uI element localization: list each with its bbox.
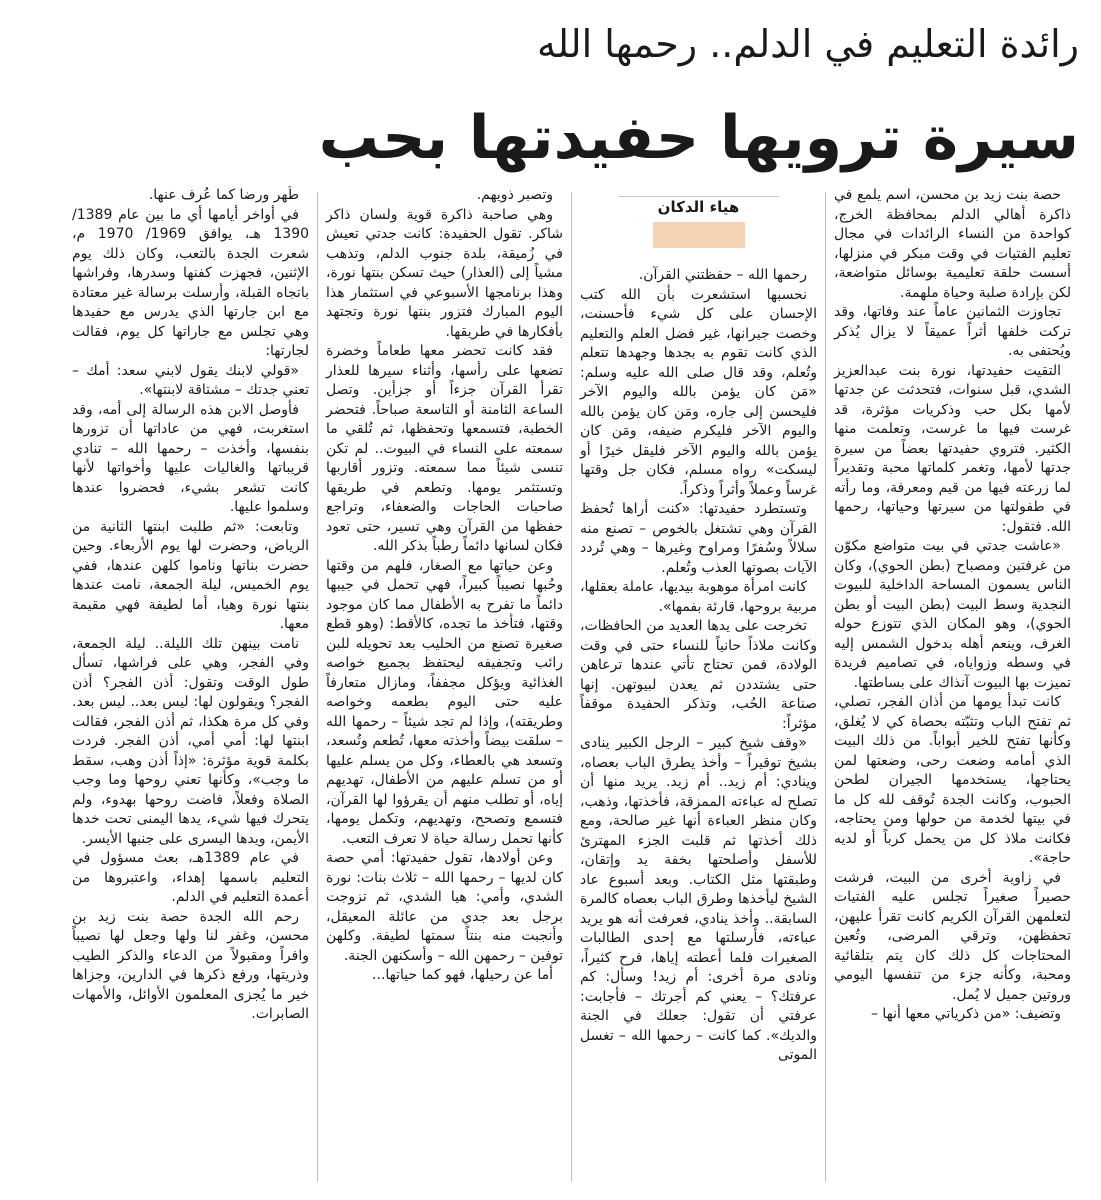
article-paragraph: نحسبها استشعرت بأن الله كتب الإحسان على كل شيء فأحسنت، وخصت جيرانها، غير فضل العلم والتعليم الذي كانت تقوم به بجدها وجهدها تتعلم وتُعلم، وقد قال صلى الله عليه وسلم: «مَن كان يؤمن بالله واليوم الآخر فليحسن إلى جاره، ومَن كان يؤمن بالله واليوم الآخر فليكرم ضيفه، ومَن كان يؤمن بالله واليوم الآخر فليقل خيرًا أو ليسكت» رواه مسلم، فكان جل وقتها غرساً وعملاً وأثراً وذكراً. [580,286,817,498]
article-paragraph: وهي صاحبة ذاكرة قوية ولسان ذاكر شاكر. تقول الحفيدة: كانت جدتي تعيش في زُميقة، بلدة جنوب الدلم، وتذهب مشياً إلى (العذار) حيث تسكن بنتها نورة، وهذا برنامجها الأسبوعي في استثمار هذا اليوم المبارك فتزور بنتها نورة وتجتهد بأفكارها في طريقها. [326,206,563,340]
article-paragraph: فأوصل الابن هذه الرسالة إلى أمه، وقد استغربت، فهي من عاداتها أن تزورها بنفسها، وأخذت – رحمها الله – تنادي قريباتها والغاليات عليها وأخواتها لأنها كانت تشعر بشيء، فحضروا عندها وسلموا عليها. [72,401,309,515]
article-paragraph: تخرجت على يدها العديد من الحافظات، وكانت ملاذاً حانياً للنساء حتى في وقت الولادة، فمن تحتاج تأتي عندها ترعاهن حتى يشتددن ثم يعدن لبيوتهن. إنها صناعة الحُب، وتذكر الحفيدة موقفاً مؤثراً: [580,618,817,732]
article-paragraph: رحمها الله – حفظتني القرآن. [638,267,807,283]
article-paragraph: وتصبر ذويهم. [476,187,553,203]
article-paragraph: كانت امرأة موهوبة بيديها، عاملة بعقلها، مربية بروحها، قارئة بفمها». [580,579,817,615]
main-headline: سيرة ترويها حفيدتها بحب [318,103,1079,173]
article-paragraph: نامت بينهن تلك الليلة.. ليلة الجمعة، وفي الفجر، وهي على فراشها، تسأل طول الوقت وتقول: أذن الفجر؟ أذن الفجر؟ ويقولون لها: ليس بعد.. ليس بعد. وفي كل مرة هكذا، ثم أذن الفجر، فقالت ابنتها لها: أمي أمي، أذن الفجر. فردت بكلمة قوية مؤثرة: «إذاً أذن وهب، سقط ما وجب»، وكأنها تعني روحها وما وجب الصلاة وفعلاً، فاضت روحها بهدوء، ولم يتحرك فيها شيء، يدها اليمنى تحت خدها الأيمن، ويدها اليسرى على جنبها الأيسر. [72,635,309,847]
byline-rule [618,196,779,197]
author-byline [588,186,809,254]
article-paragraph: في أواخر أيامها أي ما بين عام 1389/ 1390 هـ، يوافق 1969/ 1970 م، شعرت الجدة بالتعب، وكان ذلك يوم الإثنين، فجهزت كفنها وسدرها، وفراشها باتجاه القبلة، وأرسلت برسالة غير معتادة مع ابن جارتها الذي يدرس مع حفيدها وهي تجلس مع جاراتها كل يوم، فقالت لجارتها: [72,206,310,359]
article-paragraph: فقد كانت تحضر معها طعاماً وخضرة تضعها على رأسها، وأثناء سيرها للعذار تقرأ القرآن جزءاً أو جزأين. وتصل الساعة الثامنة أو التاسعة صباحاً. فتحضر الخطبة، فتسمعها وتحفظها، ثم تُلقي ما سمعته على النساء في البيوت.. لم تكن تنسى شيئاً مما سمعته. وتزور أقاربها وتستثمر يومها. وتطعم في طريقها صاحبات الحاجات والضعفاء، وتراجع حفظها من القرآن وهي تسير، حتى تعود فكان لسانها دائماً رطباً بذكر الله. [326,343,563,554]
article-paragraph: وتضيف: «من ذكرياتي معها أنها – [870,1006,1061,1022]
article-paragraph: رحم الله الجدة حصة بنت زيد بن محسن، وغفر لنا ولها وجعل لها نصيباً وافراً ومقبولاً من الدعاء والذكر الطيب وذريتها، ورفع ذكرها في الدارين، وجزاها خير ما يُجزى المعلمون الأوائل، والأمهات الصابرات. [72,908,309,1022]
article-column-2 [572,186,825,1186]
article-paragraph: «قولي لابنك يقول لابني سعد: أمك – تعني جدتك – مشتاقة لابنتها». [72,362,309,398]
article-paragraph: في عام 1389هـ، بعث مسؤول في التعليم باسمها إهداء، واعتبروها من أعمدة التعليم في الدلم. [72,850,309,905]
article-column-4 [64,186,317,1186]
article-paragraph: «عاشت جدتي في بيت متواضع مكوّن من غرفتين ومصباح (بطن الحوي)، وكان الناس يسمون المساحة الداخلية للبيوت النجدية وسط البيت (بطن البيت أو بطن الحوي)، وهو المكان الذي تتوزع حوله الغرف، وينعم أهله بدخول الشمس إليه في وسطه وزواياه، في تصاميم فريدة تميزت بها البيوت آنذاك على بساطتها. [834,538,1071,691]
article-paragraph: طُهر ورضا كما عُرف عنها. [148,187,299,203]
article-paragraph: وتستطرد حفيدتها: «كنت أراها تُحفظ القرآن وهي تشتغل بالخوص – تصنع منه سلالاً وسُفرًا ومراوح وغيرها – وهي تُردد الآيات بصوتها العذب وتُعلم. [580,501,817,576]
article-paragraph: وتابعت: «ثم طلبت ابنتها الثانية من الرياض، وحضرت لها يوم الأربعاء. وحين حضرت بناتها وناموا كلهن عندها، ففي يوم الخميس، ليلة الجمعة، نامت عندها بنتها نورة وهيا، أما لطيفة فهي مقيمة معها. [72,518,309,632]
article-column-3 [318,186,571,1186]
article-paragraph: حصة بنت زيد بن محسن، اسم يلمع في ذاكرة أهالي الدلم بمحافظة الخرج، كواحدة من النساء الرائدات في مجال تعليم الفتيات في وقت مبكر في منزلها، أسست حلقة تعليمية بوسائل متواضعة، لكن بإرادة صلبة وحياة ملهمة. [834,187,1071,301]
author-name: هياء الدكان [657,198,740,216]
article-paragraph: التقيت حفيدتها، نورة بنت عبدالعزيز الشدي، قبل سنوات، فتحدثت عن جدتها لأمها بكل حب وذكريات مؤثرة، قد غرست فيها ما غرست، وتعلمت منها الكثير. فتروي حفيدتها بعضاً من سيرة جدتها لأمها، وتغمر كلماتها محبة وتقديراً لما زرعته فيها من قيم ومعرفة، وما رأته في طفولتها من سيرتها وحياتها، رحمها الله. فتقول: [834,362,1071,535]
column-divider [571,192,572,1182]
article-paragraph: في زاوية أخرى من البيت، فرشت حصيراً صغيراً تجلس عليه الفتيات لتعلمهن القرآن الكريم كانت تقرأ عليهن، تحفظهن، وترقي المرضى، وتُعين المحتاجات كل ذلك كان يتم بتلقائية ومحبة، وكأنه جزء من تنفسها اليومي وروتين جميل لا يُمل. [834,869,1071,1003]
byline-accent-bar [653,222,745,248]
article-paragraph: تجاوزت الثمانين عاماً عند وفاتها، وقد تركت خلفها أثراً عميقاً لا يزال يُذكر ويُحتفى به. [834,304,1071,359]
article-columns [27,186,1079,1186]
article-column-1 [826,186,1079,1186]
column-divider [825,192,826,1182]
column-divider [317,192,318,1182]
article-paragraph: وعن أولادها، تقول حفيدتها: أمي حصة كان لديها – رحمها الله – ثلاث بنات: نورة الشدي، وأمي: هيا الشدي، ثم تزوجت برجل بعد جدي من عائلة المعيقل، وأنجبت منه بنتاً سمتها لطيفة. وكلهن توفين – رحمهن الله – وأسكنهن الجنة. [326,850,563,964]
article-paragraph: كانت تبدأ يومها من أذان الفجر، تصلي، ثم تفتح الباب وتثبّته بحصاة كي لا يُغلق، وكأنها تفتح للخير أبواباً. من ذلك البيت الذي أمامه وضعت رحى، وضعتها لمن يحتاجها، يستخدمها الجيران لطحن الحبوب، وكانت الجدة تُوقف لله كل ما في بيتها لخدمة من حولها ومن يحتاجه، فكانت ملاذ كل من يحمل كرباً أو لديه حاجة». [834,694,1071,866]
article-paragraph: «وقف شيخ كبير – الرجل الكبير ينادى بشيخ توقيراً – وأخذ يطرق الباب بعصاه، وينادي: أم زيد.. أم زيد. يريد منها أن تصلح له عباءته الممزقة، فأخذتها، وذهب، وكان منظر العباءة أنها غير صالحة، ومع ذلك أخذتها ثم قلبت الجزء المهترئ للأسفل وأصلحتها بخفة يد وإتقان، وطبقتها مثل الكتاب. وبعد أسبوع عاد الشيخ ليأخذها وطرق الباب بعصاه كالمرة السابقة.. وأخذ ينادي، فعرفت أنه هو يريد عباءته، فأرسلتها مع إحدى الطالبات الصغيرات فلما أعطته إياها، فرح كثيراً، ونادى مرة أخرى: أم زيد! وسأل: كم عرفتك؟ – يعني كم أجرتك – فأجابت: عرفتي أن تقول: جعلك في الجنة والديك». كما كانت – رحمها الله – تغسل الموتى [580,735,817,1063]
article-paragraph: وعن حياتها مع الصغار، فلهم من وقتها وحُبها نصيباً كبيراً، فهي تحمل في جيبها دائماً ما تفرح به الأطفال مما كان موجود وقتها، فتأخذ ما تجده، كالأقط: (وهو قطع صغيرة تصنع من الحليب بعد تحويله للبن رائب وتجفيفه ليحتفظ بجميع خواصه الغذائية ويؤكل مجففاً، ومازال متعارفاً عليه حتى اليوم بطعمه وخواصه وطريقته)، وإذا لم تجد شيئاً – رحمها الله – سلقت بيضاً وأخذته معها، تُطعم وتُسعد، وتسعد هي بالعطاء، وكل من يسلم عليها أو من تسلم عليهم من الأطفال، تهديهم إياه، أو تطلب منهم أن يقرؤوا لها القرآن، فتسمع وتصحح، وتهديهم، وتكمل يومها، كأنها تحمل رسالة حياة لا تعرف التعب. [326,557,563,847]
kicker-headline: رائدة التعليم في الدلم.. رحمها الله [537,22,1079,66]
article-paragraph: أما عن رحيلها، فهو كما حياتها... [372,967,553,983]
